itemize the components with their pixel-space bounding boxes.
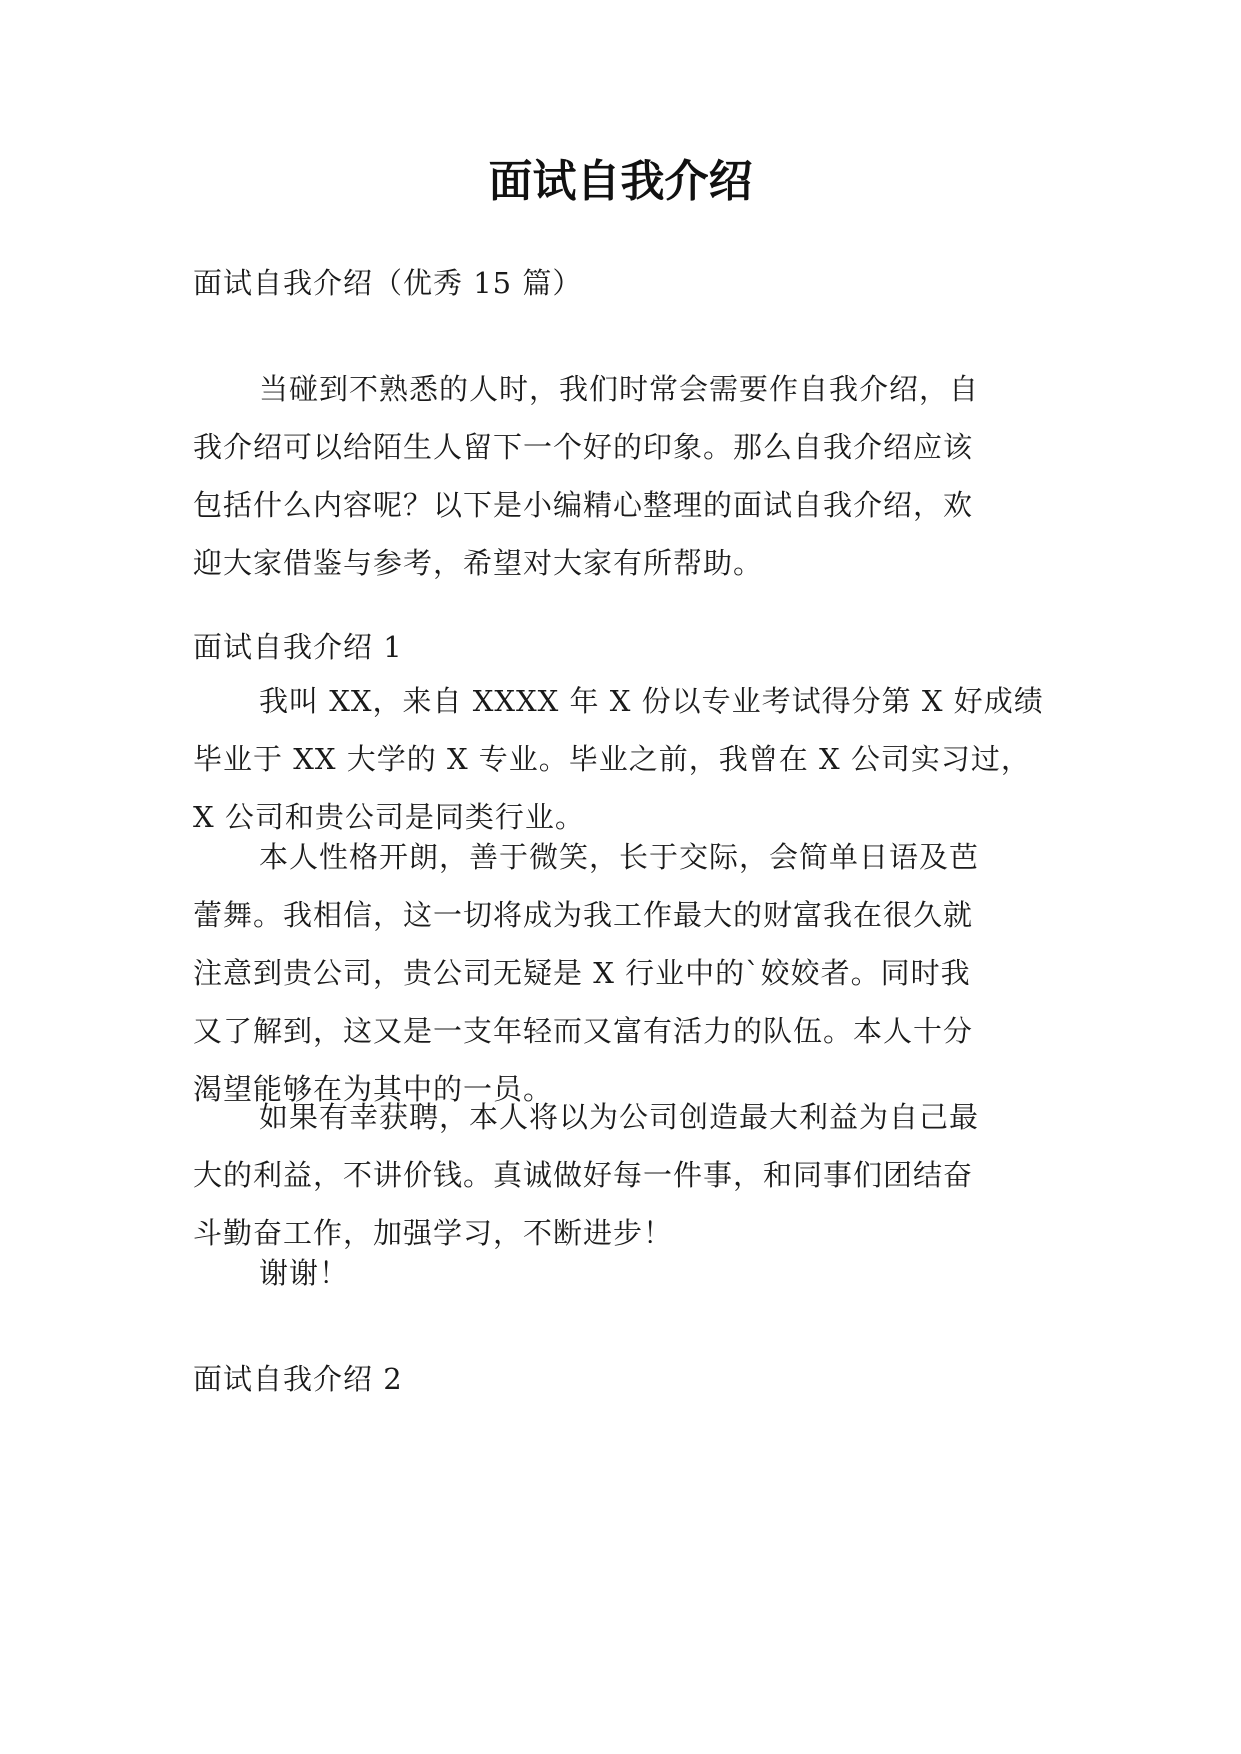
paragraph-line: 毕业于 XX 大学的 X 专业。毕业之前，我曾在 X 公司实习过， (193, 742, 1031, 776)
paragraph-line: 谢谢！ (259, 1256, 350, 1290)
paragraph-line: 大的利益，不讲价钱。真诚做好每一件事，和同事们团结奋 (193, 1158, 974, 1192)
intro-line: 当碰到不熟悉的人时，我们时常会需要作自我介绍，自 (259, 372, 980, 406)
document-title: 面试自我介绍 (488, 156, 753, 207)
section1-paragraph-2 (193, 828, 1063, 1118)
intro-line: 迎大家借鉴与参考，希望对大家有所帮助。 (193, 546, 764, 580)
section1-paragraph-3 (193, 1088, 1063, 1262)
paragraph-line: 斗勤奋工作，加强学习，不断进步！ (193, 1216, 674, 1250)
document-subtitle: 面试自我介绍（优秀 15 篇） (193, 266, 583, 300)
section1-paragraph-4 (193, 1244, 1063, 1302)
paragraph-line: 如果有幸获聘，本人将以为公司创造最大利益为自己最 (259, 1100, 980, 1134)
paragraph-line: 我叫 XX，来自 XXXX 年 X 份以专业考试得分第 X 好成绩 (259, 684, 1044, 718)
paragraph-line: 注意到贵公司，贵公司无疑是 X 行业中的`姣姣者。同时我 (193, 956, 971, 990)
intro-line: 我介绍可以给陌生人留下一个好的印象。那么自我介绍应该 (193, 430, 974, 464)
intro-line: 包括什么内容呢？以下是小编精心整理的面试自我介绍，欢 (193, 488, 974, 522)
section2-heading: 面试自我介绍 2 (193, 1362, 403, 1396)
paragraph-line: 蕾舞。我相信，这一切将成为我工作最大的财富我在很久就 (193, 898, 974, 932)
section1-paragraph-1 (193, 672, 1063, 846)
intro-paragraph (193, 360, 1063, 592)
paragraph-line: 渴望能够在为其中的一员。 (193, 1072, 554, 1106)
paragraph-line: 本人性格开朗，善于微笑，长于交际，会简单日语及芭 (259, 840, 980, 874)
paragraph-line: X 公司和贵公司是同类行业。 (193, 800, 585, 834)
section1-heading: 面试自我介绍 1 (193, 630, 403, 664)
paragraph-line: 又了解到，这又是一支年轻而又富有活力的队伍。本人十分 (193, 1014, 974, 1048)
